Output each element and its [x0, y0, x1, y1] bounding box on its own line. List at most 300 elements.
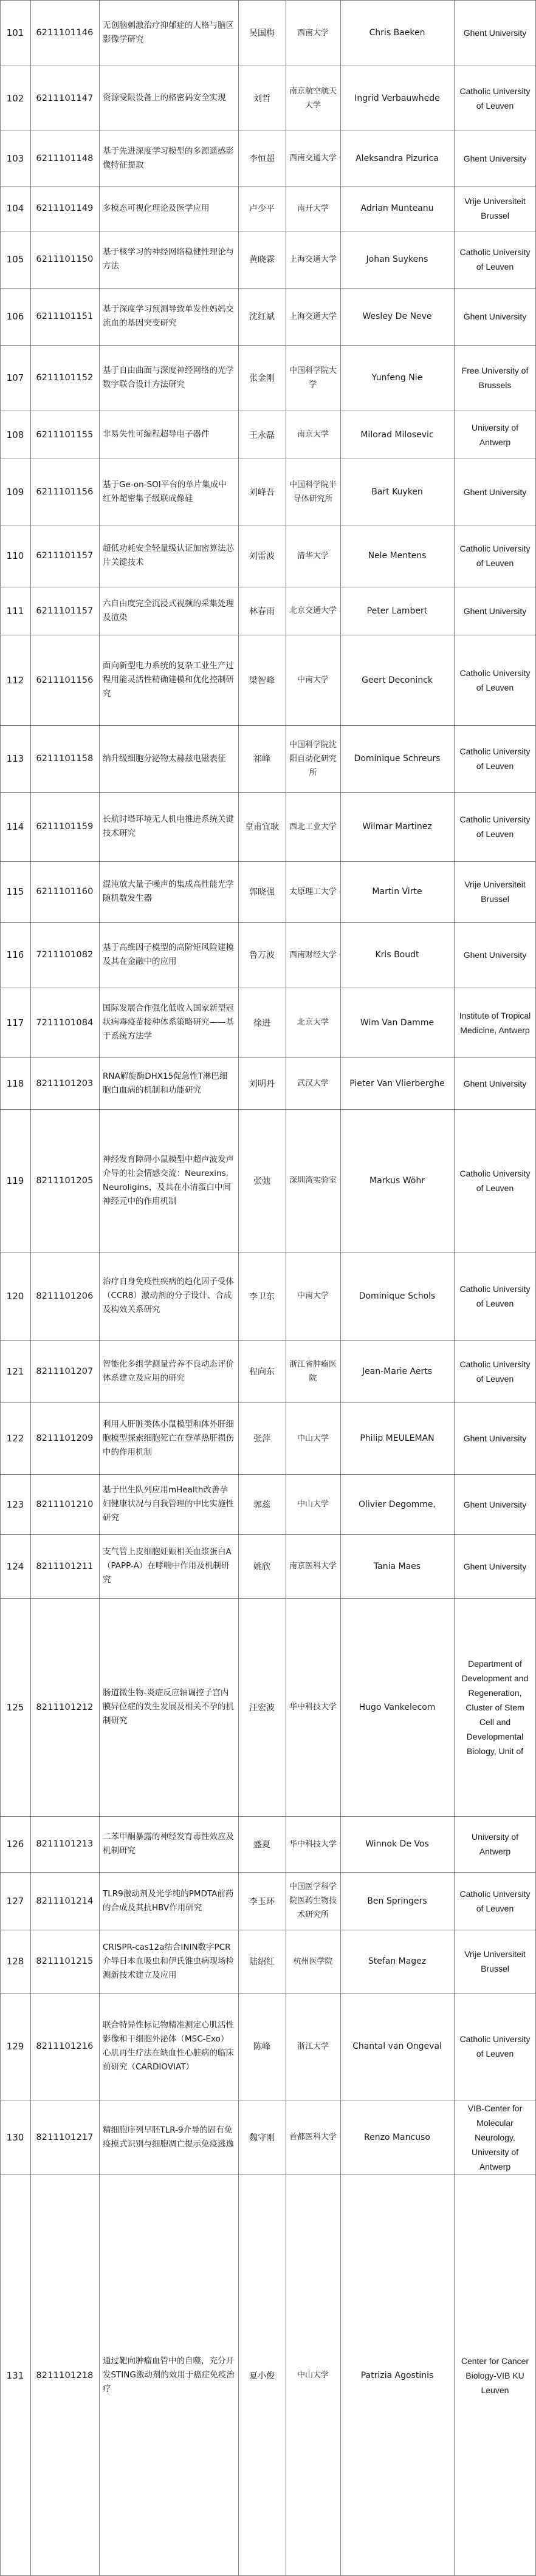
partner-name-cell: [340, 1252, 454, 1340]
partner-university-cell: [454, 186, 536, 231]
partner-university: Ghent University: [463, 487, 527, 497]
partner-university: Catholic University of Leuven: [459, 247, 533, 272]
row-number: 101: [6, 27, 24, 38]
project-id: 8211101212: [36, 1702, 94, 1712]
partner-name: Tania Maes: [373, 1561, 421, 1571]
partner-university-cell: [454, 635, 536, 725]
row-divider: [0, 725, 536, 726]
partner-university-cell: [454, 1930, 536, 1993]
table-row: [0, 1474, 536, 1534]
partner-name-cell: [340, 2175, 454, 2576]
partner-university-cell: [454, 1402, 536, 1474]
partner-name: Chantal van Ongeval: [352, 2041, 442, 2051]
applicant-name-cell: [238, 725, 286, 792]
applicant-name: 沈红斌: [249, 312, 275, 322]
partner-name: Dominique Schreurs: [354, 754, 441, 764]
applicant-name-cell: [238, 1816, 286, 1872]
column-divider: [454, 0, 455, 2576]
project-id-cell: [30, 2100, 99, 2175]
table-row: [0, 988, 536, 1057]
column-divider: [30, 0, 31, 2576]
project-title-cell: [99, 1598, 238, 1816]
project-title-cell: [99, 988, 238, 1057]
applicant-institution-cell: [286, 1993, 340, 2100]
project-title-cell: [99, 1109, 238, 1252]
applicant-institution-cell: [286, 1534, 340, 1598]
applicant-name-cell: [238, 1340, 286, 1402]
partner-university-cell: [454, 1534, 536, 1598]
project-id-cell: [30, 231, 99, 288]
partner-university-cell: [454, 288, 536, 345]
table-row: [0, 1816, 536, 1872]
applicant-institution: 太原理工大学: [289, 887, 337, 897]
project-id: 6211101155: [36, 429, 94, 440]
applicant-name: 刘哲: [253, 94, 270, 104]
row-number-cell: [0, 1340, 30, 1402]
applicant-institution-cell: [286, 459, 340, 525]
project-id: 6211101151: [36, 312, 94, 321]
partner-name: Martin Virte: [372, 887, 422, 897]
applicant-institution-cell: [286, 1816, 340, 1872]
row-number: 106: [6, 311, 24, 322]
applicant-name-cell: [238, 186, 286, 231]
project-id: 7211101084: [36, 1017, 94, 1028]
row-number: 119: [6, 1175, 24, 1186]
project-title: 资源受限设备上的格密码安全实现: [103, 93, 226, 103]
project-id-cell: [30, 525, 99, 587]
row-number: 104: [6, 203, 24, 214]
project-title-cell: [99, 231, 238, 288]
row-number: 108: [6, 429, 24, 440]
partner-name: Philip MEULEMAN: [360, 1433, 435, 1443]
row-number: 121: [6, 1365, 24, 1377]
row-number: 105: [6, 254, 24, 265]
row-number-cell: [0, 231, 30, 288]
applicant-name-cell: [238, 1993, 286, 2100]
project-title-cell: [99, 2175, 238, 2576]
row-number-cell: [0, 1816, 30, 1872]
applicant-institution-cell: [286, 635, 340, 725]
project-title: 基于高维因子模型的高阶矩风险建模及其在金融中的应用: [103, 943, 234, 966]
table-row: [0, 2100, 536, 2175]
project-title: 联合特异性标记物精准测定心肌活性影像和干细胞外泌体（MSC-Exo）心肌再生疗法在缺血性心脏病的临床前研究（CARDIOVIAT）: [103, 2020, 234, 2072]
project-id-cell: [30, 1930, 99, 1993]
partner-name: Hugo Vankelecom: [359, 1702, 436, 1712]
row-number-cell: [0, 1057, 30, 1109]
project-title-cell: [99, 66, 238, 131]
row-number: 115: [6, 886, 24, 897]
partner-name: Johan Suykens: [366, 255, 428, 264]
row-divider: [0, 1872, 536, 1873]
row-number-cell: [0, 635, 30, 725]
partner-name: Milorad Milosevic: [360, 429, 434, 440]
table-row: [0, 345, 536, 411]
applicant-institution: 中山大学: [297, 1433, 329, 1443]
partner-university-cell: [454, 988, 536, 1057]
project-title: 智能化多组学测量营养不良动态评价体系建立及应用的研究: [103, 1359, 234, 1383]
row-number-cell: [0, 1109, 30, 1252]
applicant-institution-cell: [286, 922, 340, 988]
partner-name-cell: [340, 66, 454, 131]
applicant-name-cell: [238, 635, 286, 725]
applicant-institution: 中国科学院大学: [289, 366, 337, 389]
applicant-name-cell: [238, 288, 286, 345]
row-number-cell: [0, 459, 30, 525]
partner-university: Ghent University: [463, 153, 527, 163]
applicant-institution: 武汉大学: [297, 1079, 329, 1088]
applicant-name-cell: [238, 1252, 286, 1340]
column-divider: [238, 0, 239, 2576]
project-id: 8211101203: [36, 1078, 94, 1088]
row-number-cell: [0, 1993, 30, 2100]
project-id: 6211101158: [36, 754, 94, 764]
project-title-cell: [99, 635, 238, 725]
project-title: 六自由度完全沉浸式视频的采集处理及渲染: [103, 598, 234, 623]
partner-name: Dominique Schols: [359, 1291, 436, 1301]
applicant-institution-cell: [286, 1872, 340, 1930]
row-number: 116: [6, 949, 24, 960]
applicant-name: 林春雨: [249, 606, 275, 617]
project-id-cell: [30, 635, 99, 725]
partner-university: Ghent University: [463, 1433, 527, 1443]
table-row: [0, 792, 536, 861]
row-divider: [0, 1057, 536, 1058]
applicant-name: 王永磊: [249, 430, 275, 440]
project-id-cell: [30, 1872, 99, 1930]
project-title: TLR9激动剂及光学纯的PMDTA前药的合成及其抗HBV作用研究: [103, 1888, 234, 1913]
row-divider: [0, 288, 536, 289]
applicant-institution-cell: [286, 186, 340, 231]
applicant-name-cell: [238, 2100, 286, 2175]
applicant-name: 姚欣: [253, 1562, 270, 1572]
table-row: [0, 131, 536, 186]
row-number-cell: [0, 345, 30, 411]
applicant-name-cell: [238, 1598, 286, 1816]
column-divider: [0, 0, 1, 2576]
applicant-name-cell: [238, 1474, 286, 1534]
applicant-institution: 中国科学院半导体研究所: [289, 480, 337, 504]
row-number: 117: [6, 1017, 24, 1028]
project-id: 8211101210: [36, 1499, 94, 1509]
project-id: 6211101149: [36, 203, 94, 213]
partner-university-cell: [454, 411, 536, 459]
column-divider: [99, 0, 100, 2576]
partner-name: Geert Deconinck: [362, 675, 433, 685]
applicant-institution: 西北工业大学: [289, 822, 337, 832]
partner-university: Ghent University: [463, 28, 527, 38]
project-id-cell: [30, 988, 99, 1057]
row-number-cell: [0, 2100, 30, 2175]
project-id-cell: [30, 1109, 99, 1252]
project-title: 治疗自身免疫性疾病的趋化因子受体（CCR8）激动剂的分子设计、合成及构效关系研究: [103, 1277, 234, 1314]
project-title-cell: [99, 2100, 238, 2175]
row-divider: [0, 1598, 536, 1599]
applicant-institution-cell: [286, 288, 340, 345]
partner-university: Catholic University of Leuven: [459, 1359, 533, 1384]
applicant-name-cell: [238, 2175, 286, 2576]
row-number: 114: [6, 821, 24, 832]
applicant-institution-cell: [286, 2100, 340, 2175]
project-id: 8211101213: [36, 1839, 94, 1849]
row-number: 128: [6, 1956, 24, 1967]
partner-name-cell: [340, 587, 454, 635]
applicant-institution-cell: [286, 0, 340, 66]
project-id-cell: [30, 1598, 99, 1816]
row-divider: [0, 1816, 536, 1817]
applicant-institution-cell: [286, 792, 340, 861]
partner-university-cell: [454, 2175, 536, 2576]
project-title: CRISPR-cas12a结合ININ数字PCR介导日本血吸虫和伊氏锥虫病现场检测新技术建立及应用: [103, 1942, 234, 1980]
applicant-name-cell: [238, 922, 286, 988]
applicant-institution: 中南大学: [297, 675, 329, 685]
partner-university: Catholic University of Leuven: [459, 1888, 533, 1913]
partner-university: Vrije Universiteit Brussel: [464, 1949, 528, 1973]
partner-university-cell: [454, 131, 536, 186]
partner-name-cell: [340, 411, 454, 459]
project-title: 基于Ge-on-SOI平台的单片集成中红外超密集子级联成像硅: [103, 479, 227, 504]
applicant-name-cell: [238, 131, 286, 186]
project-id: 7211101082: [36, 950, 94, 960]
applicant-name: 皇甫宜耿: [245, 822, 279, 832]
partner-name: Wim Van Damme: [360, 1017, 435, 1028]
row-number: 120: [6, 1290, 24, 1302]
applicant-name-cell: [238, 231, 286, 288]
applicant-institution-cell: [286, 1340, 340, 1402]
applicant-name-cell: [238, 1930, 286, 1993]
applicant-institution-cell: [286, 1598, 340, 1816]
applicant-name: 李恒超: [249, 154, 275, 164]
project-id-cell: [30, 922, 99, 988]
applicant-institution-cell: [286, 231, 340, 288]
applicant-institution: 中山大学: [297, 2371, 329, 2380]
project-id: 6211101156: [36, 487, 94, 497]
row-number: 102: [6, 92, 24, 104]
partner-name-cell: [340, 635, 454, 725]
row-number-cell: [0, 1474, 30, 1534]
applicant-name: 刘明丹: [249, 1079, 275, 1089]
applicant-institution: 上海交通大学: [289, 255, 337, 264]
applicant-institution-cell: [286, 1109, 340, 1252]
partner-name-cell: [340, 988, 454, 1057]
row-number: 113: [6, 753, 24, 764]
partner-university: Catholic University of Leuven: [459, 1168, 533, 1193]
row-number-cell: [0, 1930, 30, 1993]
partner-name-cell: [340, 131, 454, 186]
table-row: [0, 1872, 536, 1930]
project-title-cell: [99, 1816, 238, 1872]
partner-university-cell: [454, 0, 536, 66]
partner-university: University of Antwerp: [471, 1832, 521, 1856]
row-number-cell: [0, 1872, 30, 1930]
applicant-name: 郭晓强: [249, 887, 275, 897]
table-row: [0, 231, 536, 288]
project-id-cell: [30, 66, 99, 131]
applicant-name: 黄晓霖: [249, 255, 275, 265]
applicant-name-cell: [238, 792, 286, 861]
partner-name: Stefan Magez: [368, 1956, 427, 1966]
applicant-institution: 南京医科大学: [289, 1562, 337, 1571]
table-row: [0, 922, 536, 988]
project-title: 肠道微生物-炎症反应轴调控子宫内膜异位症的发生发展及相关不孕的机制研究: [103, 1688, 234, 1726]
partner-name: Kris Boudt: [375, 950, 419, 960]
row-number: 123: [6, 1498, 24, 1510]
partner-university: Catholic University of Leuven: [459, 668, 533, 692]
project-id: 8211101217: [36, 2132, 94, 2142]
applicant-name: 张萍: [253, 1434, 270, 1444]
project-title: 超低功耗安全轻量级认证加密算法芯片关键技术: [103, 544, 234, 567]
applicant-institution: 南京大学: [297, 430, 329, 439]
row-divider: [0, 345, 536, 346]
applicant-name-cell: [238, 1057, 286, 1109]
applicant-institution: 西南交通大学: [289, 154, 337, 163]
partner-university-cell: [454, 861, 536, 922]
project-id-cell: [30, 345, 99, 411]
applicant-institution: 中国医学科学院医药生物技术研究所: [289, 1882, 337, 1919]
partner-university: Catholic University of Leuven: [459, 815, 533, 839]
project-title-cell: [99, 131, 238, 186]
table-row: [0, 1252, 536, 1340]
project-id: 8211101218: [36, 2370, 94, 2380]
project-title-cell: [99, 792, 238, 861]
project-title: 长航时塔环境无人机电推进系统关键技术研究: [103, 815, 234, 838]
table-row: [0, 1534, 536, 1598]
project-id: 8211101206: [36, 1291, 94, 1301]
project-title-cell: [99, 1872, 238, 1930]
project-title: 面向新型电力系统的复杂工业生产过程用能灵活性精确建模和优化控制研究: [103, 661, 234, 699]
project-title: 基于核学习的神经网络稳健性理论与方法: [103, 247, 234, 271]
project-id-cell: [30, 792, 99, 861]
partner-name-cell: [340, 2100, 454, 2175]
row-number-cell: [0, 1534, 30, 1598]
partner-university-cell: [454, 66, 536, 131]
applicant-name: 郭蕊: [253, 1500, 270, 1510]
project-id-cell: [30, 861, 99, 922]
partner-university-cell: [454, 1993, 536, 2100]
project-id: 6211101157: [36, 606, 94, 616]
partner-university: Ghent University: [463, 950, 527, 960]
project-id-cell: [30, 1816, 99, 1872]
applicant-name-cell: [238, 459, 286, 525]
project-title-cell: [99, 1474, 238, 1534]
column-divider: [340, 0, 341, 2576]
project-title-cell: [99, 587, 238, 635]
applicant-name: 程向东: [249, 1367, 275, 1377]
partner-name-cell: [340, 288, 454, 345]
partner-university: Ghent University: [463, 312, 527, 321]
project-title: 多模态可视化理论及医学应用: [103, 203, 210, 213]
project-id-cell: [30, 1993, 99, 2100]
applicant-name-cell: [238, 1534, 286, 1598]
row-number-cell: [0, 1252, 30, 1340]
applicant-institution: 华中科技大学: [289, 1703, 337, 1712]
project-title-cell: [99, 186, 238, 231]
row-number: 124: [6, 1560, 24, 1572]
table-row: [0, 411, 536, 459]
partner-name-cell: [340, 1402, 454, 1474]
applicant-institution: 北京交通大学: [289, 606, 337, 615]
row-divider: [0, 1534, 536, 1535]
project-title-cell: [99, 345, 238, 411]
partner-name: Aleksandra Pizurica: [356, 153, 439, 163]
project-title-cell: [99, 459, 238, 525]
project-title-cell: [99, 861, 238, 922]
applicant-name-cell: [238, 861, 286, 922]
row-number-cell: [0, 861, 30, 922]
applicant-name-cell: [238, 525, 286, 587]
row-divider: [0, 1402, 536, 1403]
row-number: 103: [6, 152, 24, 164]
row-number-cell: [0, 1402, 30, 1474]
table-row: [0, 288, 536, 345]
applicant-name: 盛夏: [253, 1840, 270, 1850]
applicant-institution: 中国科学院沈阳自动化研究所: [289, 740, 337, 777]
table-row: [0, 587, 536, 635]
project-id: 6211101159: [36, 822, 94, 832]
applicant-institution-cell: [286, 1057, 340, 1109]
partner-university-cell: [454, 231, 536, 288]
applicant-name-cell: [238, 1109, 286, 1252]
partner-university: Catholic University of Leuven: [459, 1283, 533, 1308]
row-number: 118: [6, 1078, 24, 1089]
row-divider: [0, 922, 536, 923]
applicant-institution: 上海交通大学: [289, 312, 337, 321]
project-title-cell: [99, 725, 238, 792]
applicant-name: 李卫东: [249, 1291, 275, 1302]
partner-university: Center for Cancer Biology-VIB KU Leuven: [461, 2356, 532, 2395]
partner-university: Catholic University of Leuven: [459, 2034, 533, 2058]
applicant-institution: 首都医科大学: [289, 2133, 337, 2142]
applicant-name-cell: [238, 411, 286, 459]
row-divider: [0, 861, 536, 862]
row-divider: [0, 0, 536, 1]
partner-name: Jean-Marie Aerts: [362, 1366, 433, 1376]
partner-university-cell: [454, 922, 536, 988]
partner-name: Olivier Degomme,: [359, 1499, 436, 1509]
table-row: [0, 725, 536, 792]
project-title: 支气管上皮细胞妊娠相关血浆蛋白A（PAPP-A）在哮喘中作用及机制研究: [103, 1547, 232, 1585]
partner-name-cell: [340, 231, 454, 288]
applicant-institution: 北京大学: [297, 1018, 329, 1027]
partner-university: Catholic University of Leuven: [459, 746, 533, 771]
applicant-institution-cell: [286, 2175, 340, 2576]
row-number-cell: [0, 725, 30, 792]
project-id-cell: [30, 411, 99, 459]
row-number: 112: [6, 674, 24, 686]
partner-name-cell: [340, 1872, 454, 1930]
partner-university-cell: [454, 725, 536, 792]
partner-name: Bart Kuyken: [371, 487, 423, 497]
project-title: 基于自由曲面与深度神经网络的光学数字联合设计方法研究: [103, 366, 234, 389]
applicant-institution-cell: [286, 587, 340, 635]
applicant-name: 张弛: [253, 1176, 270, 1186]
applicant-name: 刘峰吾: [249, 487, 275, 497]
project-title-cell: [99, 1534, 238, 1598]
row-number: 110: [6, 550, 24, 561]
partner-university-cell: [454, 1816, 536, 1872]
table-row: [0, 1057, 536, 1109]
row-number-cell: [0, 411, 30, 459]
applicant-institution-cell: [286, 1402, 340, 1474]
table-row: [0, 1340, 536, 1402]
table-row: [0, 1598, 536, 1816]
partner-name: Ben Springers: [367, 1896, 427, 1906]
project-title: 无创脑刺激治疗抑郁症的人格与脑区影像学研究: [103, 21, 234, 44]
row-number-cell: [0, 2175, 30, 2576]
applicant-institution-cell: [286, 1474, 340, 1534]
applicant-institution: 深圳湾实验室: [289, 1176, 337, 1185]
applicant-name: 夏小俊: [249, 2371, 275, 2381]
applicant-institution: 浙江省肿瘤医院: [289, 1359, 337, 1383]
